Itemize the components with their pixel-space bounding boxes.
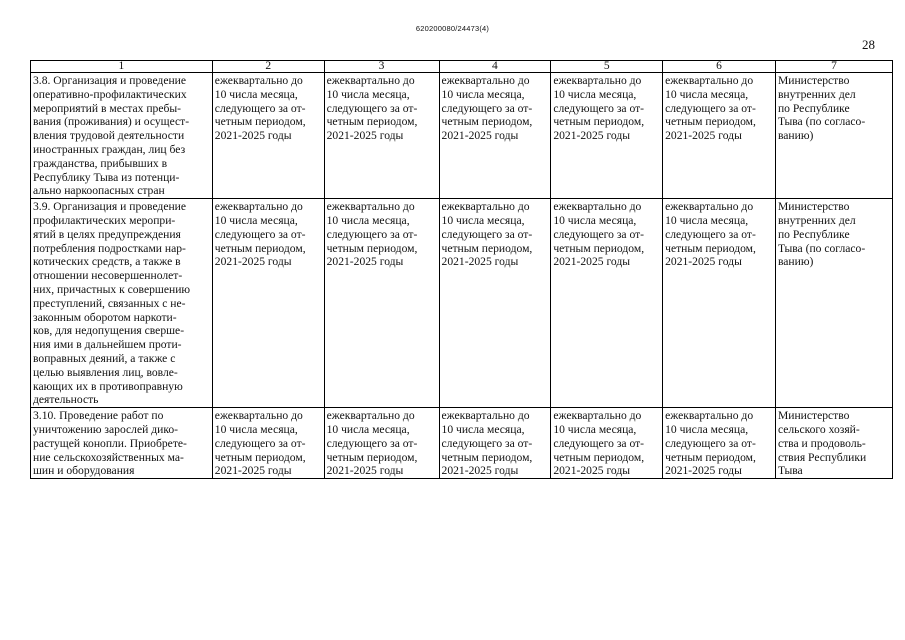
activities-table: [30, 60, 893, 479]
table-row: [31, 199, 893, 408]
column-header: 1: [31, 61, 213, 73]
period-cell: ежеквартально до 10 числа месяца, следующего за от- четным периодом, 2021-2025 годы: [665, 200, 756, 269]
period-cell: ежеквартально до 10 числа месяца, следующего за от- четным периодом, 2021-2025 годы: [326, 74, 418, 143]
table-row: [31, 408, 893, 479]
period-cell: ежеквартально до 10 числа месяца, следующего за от- четным периодом, 2021-2025 годы: [326, 409, 418, 478]
column-header: 3: [324, 61, 439, 73]
responsible-cell: Министерство внутренних дел по Республике Тыва (по согласо- ванию): [777, 200, 866, 269]
period-cell: ежеквартально до 10 числа месяца, следующего за от- четным периодом, 2021-2025 годы: [441, 200, 533, 269]
period-cell: ежеквартально до 10 числа месяца, следующего за от- четным периодом, 2021-2025 годы: [214, 74, 306, 143]
period-cell: ежеквартально до 10 числа месяца, следующего за от- четным периодом, 2021-2025 годы: [441, 409, 533, 478]
column-header: 4: [439, 61, 551, 73]
responsible-cell: Министерство внутренних дел по Республике Тыва (по согласо- ванию): [777, 74, 866, 143]
document-code: 620200080/24473(4): [415, 24, 490, 33]
column-header: 7: [775, 61, 892, 73]
period-cell: ежеквартально до 10 числа месяца, следующего за от- четным периодом, 2021-2025 годы: [553, 74, 645, 143]
period-cell: ежеквартально до 10 числа месяца, следующего за от- четным периодом, 2021-2025 годы: [665, 74, 756, 143]
period-cell: ежеквартально до 10 числа месяца, следующего за от- четным периодом, 2021-2025 годы: [441, 74, 533, 143]
column-number-row: [31, 61, 893, 73]
page-number: 28: [862, 37, 875, 52]
period-cell: ежеквартально до 10 числа месяца, следующего за от- четным периодом, 2021-2025 годы: [553, 200, 645, 269]
responsible-cell: Министерство сельского хозяй- ства и продоволь- ствия Республики Тыва: [777, 409, 867, 478]
column-header: 5: [551, 61, 663, 73]
period-cell: ежеквартально до 10 числа месяца, следующего за от- четным периодом, 2021-2025 годы: [214, 200, 306, 269]
period-cell: ежеквартально до 10 числа месяца, следующего за от- четным периодом, 2021-2025 годы: [326, 200, 418, 269]
table-row: [31, 73, 893, 199]
activity-cell: 3.9. Организация и проведение профилактических меропри- ятий в целях предупреждения потребления подростками нар- котических средств, а также в отношении несовершеннолет- них, причастных к совершению преступлений, связанных с не- законным оборотом наркоти- ков, для недопущения сверше- ния ими в дальнейшем проти- воправных деяний, а также с целью выявления лиц, вовле- кающих их в противоправную деятельность: [33, 200, 191, 407]
period-cell: ежеквартально до 10 числа месяца, следующего за от- четным периодом, 2021-2025 годы: [665, 409, 756, 478]
column-header: 6: [663, 61, 776, 73]
activity-cell: 3.10. Проведение работ по уничтожению зарослей дико- растущей конопли. Приобрете- ние сельскохозяйственных ма- шин и оборудования: [33, 409, 187, 478]
activity-cell: 3.8. Организация и проведение оперативно-профилактических мероприятий в местах пребы- вания (проживания) и осущест- вления трудовой деятельности иностранных граждан, лиц без гражданства, прибывших в Республику Тыва из потенци- ально наркоопасных стран: [33, 74, 190, 198]
period-cell: ежеквартально до 10 числа месяца, следующего за от- четным периодом, 2021-2025 годы: [553, 409, 645, 478]
period-cell: ежеквартально до 10 числа месяца, следующего за от- четным периодом, 2021-2025 годы: [214, 409, 306, 478]
column-header: 2: [212, 61, 324, 73]
